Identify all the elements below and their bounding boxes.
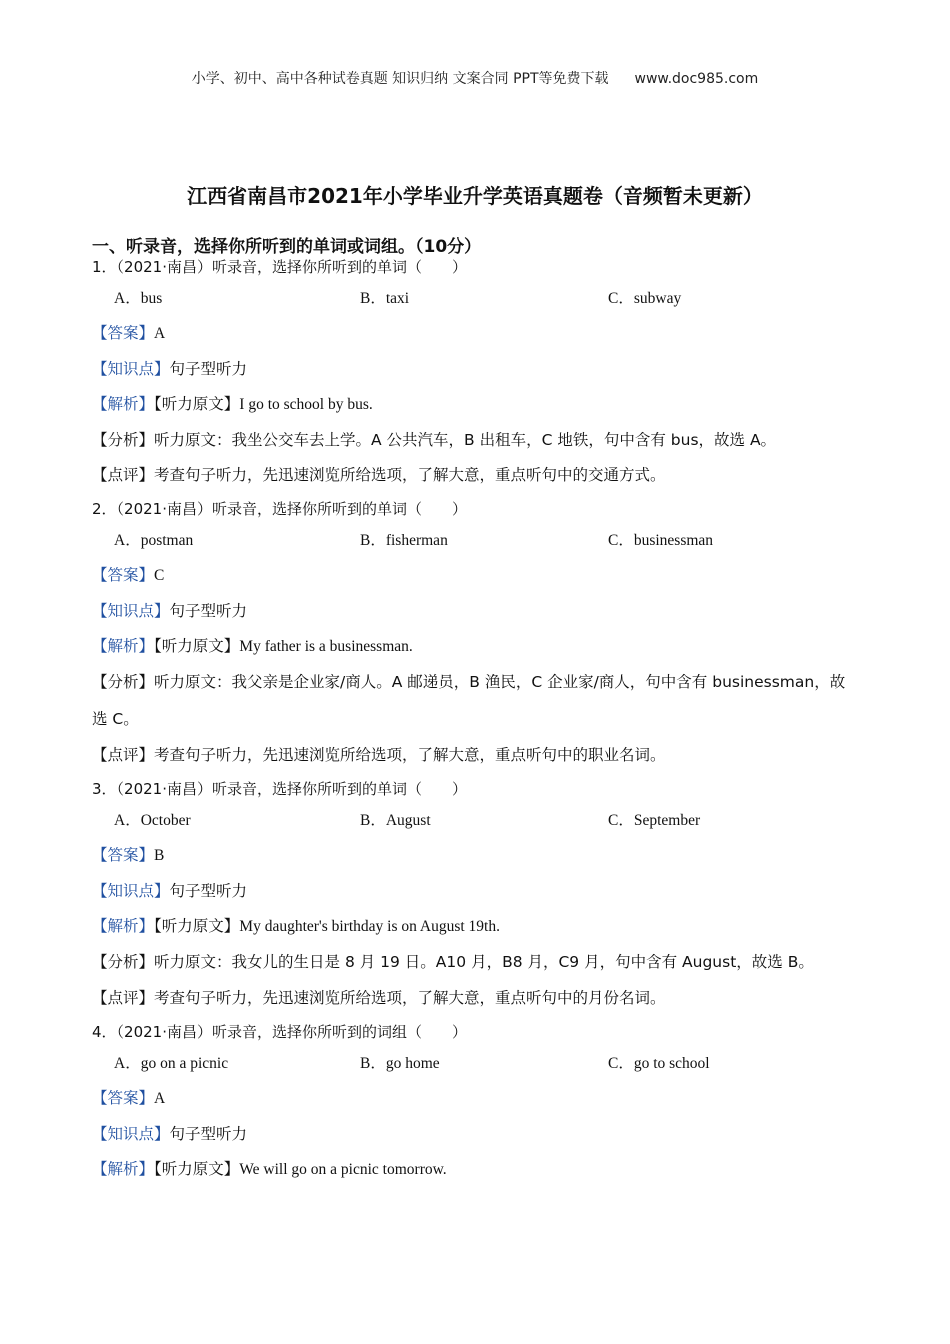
- fenxi-row: [92, 944, 852, 981]
- question-stem: 2．（2021·南昌）听录音，选择你所听到的单词（ ）: [92, 500, 467, 518]
- analysis-row: [92, 1157, 852, 1182]
- comment-text: 考查句子听力，先迅速浏览所给选项，了解大意，重点听句中的交通方式。: [154, 466, 666, 484]
- listen-label: 【听力原文】: [154, 395, 240, 413]
- answer-row: [92, 843, 852, 868]
- knowledge-value: 句子型听力: [169, 882, 248, 900]
- option-c: C．businessman: [608, 532, 714, 549]
- listen-label: 【听力原文】: [154, 917, 240, 935]
- knowledge-row: [92, 357, 852, 381]
- option-b: B．August: [360, 812, 431, 829]
- options-row: [92, 529, 852, 553]
- knowledge-row: [92, 879, 852, 903]
- option-c: C．go to school: [608, 1055, 710, 1072]
- option-a: A．October: [114, 812, 191, 829]
- option-c: C．September: [608, 812, 701, 829]
- answer-label: 【答案】: [92, 846, 155, 864]
- analysis-row: [92, 634, 852, 659]
- fenxi-row: [92, 428, 852, 452]
- option-a: A．postman: [114, 532, 194, 549]
- answer-row: [92, 563, 852, 588]
- section-title: 一、听录音，选择你所听到的单词或词组。（10分）: [92, 237, 482, 257]
- question-3: [92, 778, 852, 1010]
- header-site-link[interactable]: www.doc985.com: [634, 71, 759, 87]
- fenxi-text: 听力原文：我父亲是企业家/商人。A 邮递员，B 渔民，C 企业家/商人，句中含有 businessman，故选 C。: [92, 673, 846, 728]
- answer-value: B: [154, 847, 165, 864]
- fenxi-text: 听力原文：我坐公交车去上学。A 公共汽车，B 出租车，C 地铁，句中含有 bus，故选 A。: [154, 431, 777, 449]
- question-4: [92, 1021, 852, 1182]
- options-row: [92, 809, 852, 833]
- option-a: A．bus: [114, 290, 163, 307]
- question-2: [92, 498, 852, 767]
- analysis-row: [92, 914, 852, 939]
- question-list: [92, 256, 852, 1193]
- comment-label: 【点评】: [92, 989, 155, 1007]
- knowledge-row: [92, 1122, 852, 1146]
- listen-label: 【听力原文】: [154, 1160, 240, 1178]
- comment-text: 考查句子听力，先迅速浏览所给选项，了解大意，重点听句中的职业名词。: [154, 746, 666, 764]
- answer-value: A: [154, 1090, 166, 1107]
- option-c: C．subway: [608, 290, 682, 307]
- answer-label: 【答案】: [92, 566, 155, 584]
- comment-text: 考查句子听力，先迅速浏览所给选项，了解大意，重点听句中的月份名词。: [154, 989, 666, 1007]
- knowledge-value: 句子型听力: [169, 602, 248, 620]
- option-b: B．go home: [360, 1055, 440, 1072]
- fenxi-text: 听力原文：我女儿的生日是 8 月 19 日。A10 月，B8 月，C9 月，句中含有 August，故选 B。: [154, 953, 814, 971]
- answer-value: C: [154, 567, 165, 584]
- comment-row: [92, 986, 852, 1010]
- page-header: [0, 68, 950, 88]
- listen-text: My daughter's birthday is on August 19th.: [239, 918, 500, 935]
- listen-text: My father is a businessman.: [239, 638, 413, 655]
- fenxi-label: 【分析】: [92, 953, 155, 971]
- knowledge-row: [92, 599, 852, 623]
- option-b: B．fisherman: [360, 532, 448, 549]
- listen-text: We will go on a picnic tomorrow.: [239, 1161, 447, 1178]
- answer-label: 【答案】: [92, 324, 155, 342]
- knowledge-value: 句子型听力: [169, 360, 248, 378]
- fenxi-label: 【分析】: [92, 673, 155, 691]
- answer-row: [92, 321, 852, 346]
- answer-value: A: [154, 325, 166, 342]
- option-b: B．taxi: [360, 290, 410, 307]
- analysis-row: [92, 392, 852, 417]
- question-stem: 4．（2021·南昌）听录音，选择你所听到的词组（ ）: [92, 1023, 467, 1041]
- analysis-label: 【解析】: [92, 637, 155, 655]
- answer-label: 【答案】: [92, 1089, 155, 1107]
- listen-label: 【听力原文】: [154, 637, 240, 655]
- knowledge-label: 【知识点】: [92, 360, 170, 378]
- analysis-label: 【解析】: [92, 395, 155, 413]
- question-stem: 1．（2021·南昌）听录音，选择你所听到的单词（ ）: [92, 258, 467, 276]
- analysis-label: 【解析】: [92, 917, 155, 935]
- option-a: A．go on a picnic: [114, 1055, 229, 1072]
- comment-label: 【点评】: [92, 466, 155, 484]
- header-text: 小学、初中、高中各种试卷真题 知识归纳 文案合同 PPT等免费下载: [191, 71, 609, 87]
- comment-label: 【点评】: [92, 746, 155, 764]
- knowledge-value: 句子型听力: [169, 1125, 248, 1143]
- knowledge-label: 【知识点】: [92, 602, 170, 620]
- knowledge-label: 【知识点】: [92, 882, 170, 900]
- question-stem: 3．（2021·南昌）听录音，选择你所听到的单词（ ）: [92, 780, 467, 798]
- comment-row: [92, 463, 852, 487]
- comment-row: [92, 743, 852, 767]
- question-1: [92, 256, 852, 487]
- answer-row: [92, 1086, 852, 1111]
- fenxi-label: 【分析】: [92, 431, 155, 449]
- knowledge-label: 【知识点】: [92, 1125, 170, 1143]
- options-row: [92, 287, 852, 311]
- options-row: [92, 1052, 852, 1076]
- fenxi-row: [92, 664, 852, 738]
- analysis-label: 【解析】: [92, 1160, 155, 1178]
- document-title: 江西省南昌市2021年小学毕业升学英语真题卷（音频暂未更新）: [187, 184, 763, 208]
- listen-text: I go to school by bus.: [239, 396, 373, 413]
